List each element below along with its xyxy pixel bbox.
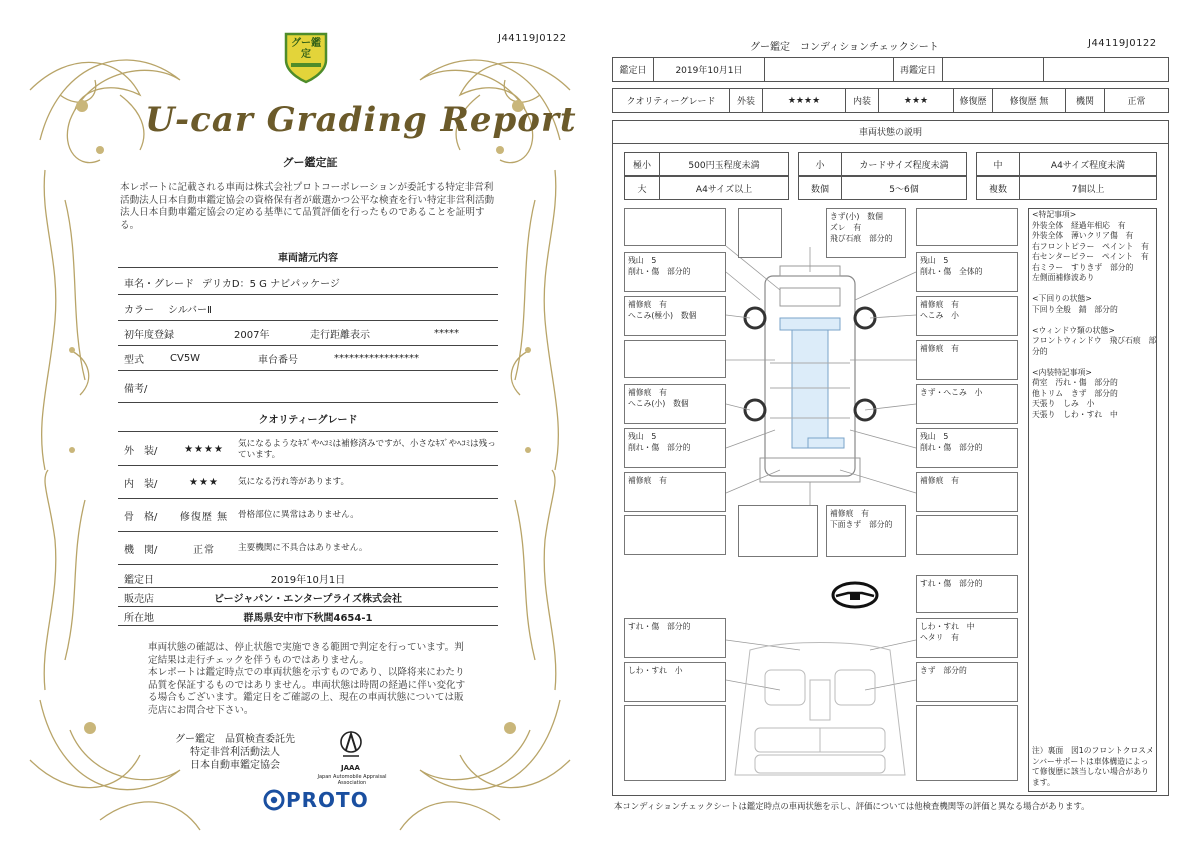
- scale-value-2: A4サイズ程度未満: [1019, 152, 1157, 176]
- appraisal-date-value: 2019年10月1日: [653, 57, 765, 82]
- annotation-interior-left-2: しわ・すれ 小: [624, 662, 726, 702]
- interior-top-view-diagram: [725, 640, 915, 785]
- logo-text: グー鑑定: [291, 38, 321, 60]
- sheet-title: グー鑑定 コンディションチェックシート: [750, 42, 939, 53]
- first-registration-row: 初年度登録 2007年 走行距離表示 *****: [118, 322, 498, 346]
- condition-title: 車両状態の説明: [612, 120, 1169, 144]
- appraisal-date-label: 鑑定日: [612, 57, 654, 82]
- info-row-appraisal-date: 鑑定日 2019年10月1日: [118, 569, 498, 588]
- engine-label: 機関: [1065, 88, 1105, 113]
- side-note: 注）裏面 図1のフロントクロスメンバーサポートは車体構造によって修復歴に該当しない場合があります。: [1032, 746, 1154, 787]
- blank-box: [624, 515, 726, 555]
- annotation-rear-center: 補修痕 有 下面きず 部分的: [826, 505, 906, 557]
- interior-label: 内装: [845, 88, 879, 113]
- annotation-right-4: きず・へこみ 小: [916, 384, 1018, 424]
- blank-box: [738, 505, 818, 557]
- certificate-title: グー鑑定証: [282, 156, 338, 169]
- blank-box: [916, 515, 1018, 555]
- certificate-doc-id: J44119J0122: [498, 33, 567, 44]
- scale-key-5: 複数: [976, 176, 1020, 200]
- annotation-steering: すれ・傷 部分的: [916, 575, 1018, 613]
- scale-value-5: 7個以上: [1019, 176, 1157, 200]
- jaaa-emblem-icon: [338, 730, 364, 762]
- blank-box: [916, 208, 1018, 246]
- certificate-intro: 本レポートに記載される車両は株式会社プロトコーポレーションが委託する特定非営利活動法人日本自動車鑑定協会の資格保有者が厳選かつ公平な検査を行い特定非営利活動法人日本自動車鑑定協会の定める基準にて品質評価を行ったものであることを証明する。: [120, 182, 495, 231]
- scale-key-2: 中: [976, 152, 1020, 176]
- annotation-right-3: 補修痕 有: [916, 340, 1018, 380]
- engine-value: 正常: [1104, 88, 1169, 113]
- grade-row-exterior: 外 装/ ★★★★ 気になるようなｷｽﾞやﾍｺﾐは補修済みですが、小さなｷｽﾞやﾍｺﾐは残っています。: [118, 434, 498, 466]
- grade-row-interior: 内 装/ ★★★ 気になる汚れ等があります。: [118, 467, 498, 499]
- scale-value-4: 5～6個: [841, 176, 967, 200]
- quality-grade-label: クオリティーグレード: [612, 88, 730, 113]
- annotation-left-1: 残山 5 削れ・傷 部分的: [624, 252, 726, 292]
- proto-logo-mark-icon: [262, 789, 286, 811]
- blank-box: [738, 208, 782, 258]
- annotation-left-5: 残山 5 削れ・傷 部分的: [624, 428, 726, 468]
- spec-section-title: 車両諸元内容: [118, 246, 498, 268]
- annotation-front-center: きず(小) 数個 ズレ 有 飛び石痕 部分的: [826, 208, 906, 258]
- blank-box: [624, 208, 726, 246]
- model-row: 型式 CV5W 車台番号 *****************: [118, 347, 498, 371]
- scale-key-4: 数個: [798, 176, 842, 200]
- annotation-interior-right-2: きず 部分的: [916, 662, 1018, 702]
- annotation-right-2: 補修痕 有 へこみ 小: [916, 296, 1018, 336]
- annotation-right-6: 補修痕 有: [916, 472, 1018, 512]
- scale-value-0: 500円玉程度未満: [659, 152, 789, 176]
- annotation-interior-right-1: しわ・すれ 中 ヘタリ 有: [916, 618, 1018, 658]
- grade-row-engine: 機 関/ 正常 主要機関に不具合はありません。: [118, 533, 498, 565]
- repair-history-value: 修復歴 無: [992, 88, 1066, 113]
- scale-key-0: 極小: [624, 152, 660, 176]
- name-grade-row: 車名・グレード デリカD：5 G ナビパッケージ: [118, 271, 498, 295]
- scale-value-1: カードサイズ程度未満: [841, 152, 967, 176]
- reappraisal-label: 再鑑定日: [893, 57, 943, 82]
- jaaa-subtitle: Japan Automobile Appraisal Association: [317, 774, 387, 786]
- repair-history-label: 修復歴: [953, 88, 993, 113]
- exterior-label: 外装: [729, 88, 763, 113]
- annotation-interior-left-1: すれ・傷 部分的: [624, 618, 726, 658]
- special-notes: <特記事項> 外装全体 経過年相応 有 外装全体 薄いクリア傷 有 右フロントピラー ペイント 有 右センターピラー ペイント 有 右ミラー すりきず 部分的 左側面補修波あり <下回りの状態> 下回り全般 錆 部分的 <ウィンドウ類の状態> フロントウィンドウ 飛び石痕 部分的 <内装特記事項> 荷室 汚れ・傷 部分的 他トリム きず 部分的 天張り しみ 小 天張り しわ・すれ 中: [1032, 210, 1157, 419]
- remarks-row: 備考/: [118, 373, 498, 403]
- interior-value: ★★★: [878, 88, 954, 113]
- condition-check-sheet: [600, 0, 1200, 848]
- annotation-right-1: 残山 5 削れ・傷 全体的: [916, 252, 1018, 292]
- annotation-left-4: 補修痕 有 へこみ(小) 数個: [624, 384, 726, 424]
- annotation-right-5: 残山 5 削れ・傷 部分的: [916, 428, 1018, 468]
- org-block: グー鑑定 品質検査委託先 特定非営利活動法人 日本自動車鑑定協会: [175, 734, 295, 771]
- blank-box: [916, 705, 1018, 781]
- proto-logo: PROTO: [286, 788, 369, 812]
- grade-row-frame: 骨 格/ 修復歴 無 骨格部位に異常はありません。: [118, 500, 498, 532]
- info-row-dealer: 販売店 ビージャパン・エンタープライズ株式会社: [118, 588, 498, 607]
- sheet-footnote: 本コンディションチェックシートは鑑定時点の車両状態を示し、評価については他検査機関等の評価と異なる場合があります。: [614, 801, 1090, 811]
- quality-section-title: クオリティーグレード: [118, 406, 498, 432]
- scale-key-1: 小: [798, 152, 842, 176]
- color-row: カラー シルバーⅡ: [118, 297, 498, 321]
- blank-box: [624, 705, 726, 781]
- certificate-notes: 車両状態の確認は、停止状態で実施できる範囲で判定を行っています。判定結果は走行チェックを伴うものではありません。 本レポートは鑑定時点での車両状態を示すものであり、以降将来にわたり品質を保証するものではありません。車両状態は時間の経過に伴い変化する場合もございます。鑑定日をご確認の上、現在の車両状態については販売店にお問合せ下さい。: [148, 642, 466, 716]
- scale-key-3: 大: [624, 176, 660, 200]
- info-row-address: 所在地 群馬県安中市下秋間4654-1: [118, 607, 498, 626]
- scale-value-3: A4サイズ以上: [659, 176, 789, 200]
- blank-box: [624, 340, 726, 378]
- annotation-left-2: 補修痕 有 へこみ(極小) 数個: [624, 296, 726, 336]
- jaaa-label: JAAA: [341, 764, 360, 772]
- certificate-heading: U-car Grading Report: [145, 100, 577, 140]
- steering-wheel-icon: [830, 580, 880, 610]
- exterior-value: ★★★★: [762, 88, 846, 113]
- sheet-doc-id: J44119J0122: [1088, 38, 1157, 49]
- annotation-left-6: 補修痕 有: [624, 472, 726, 512]
